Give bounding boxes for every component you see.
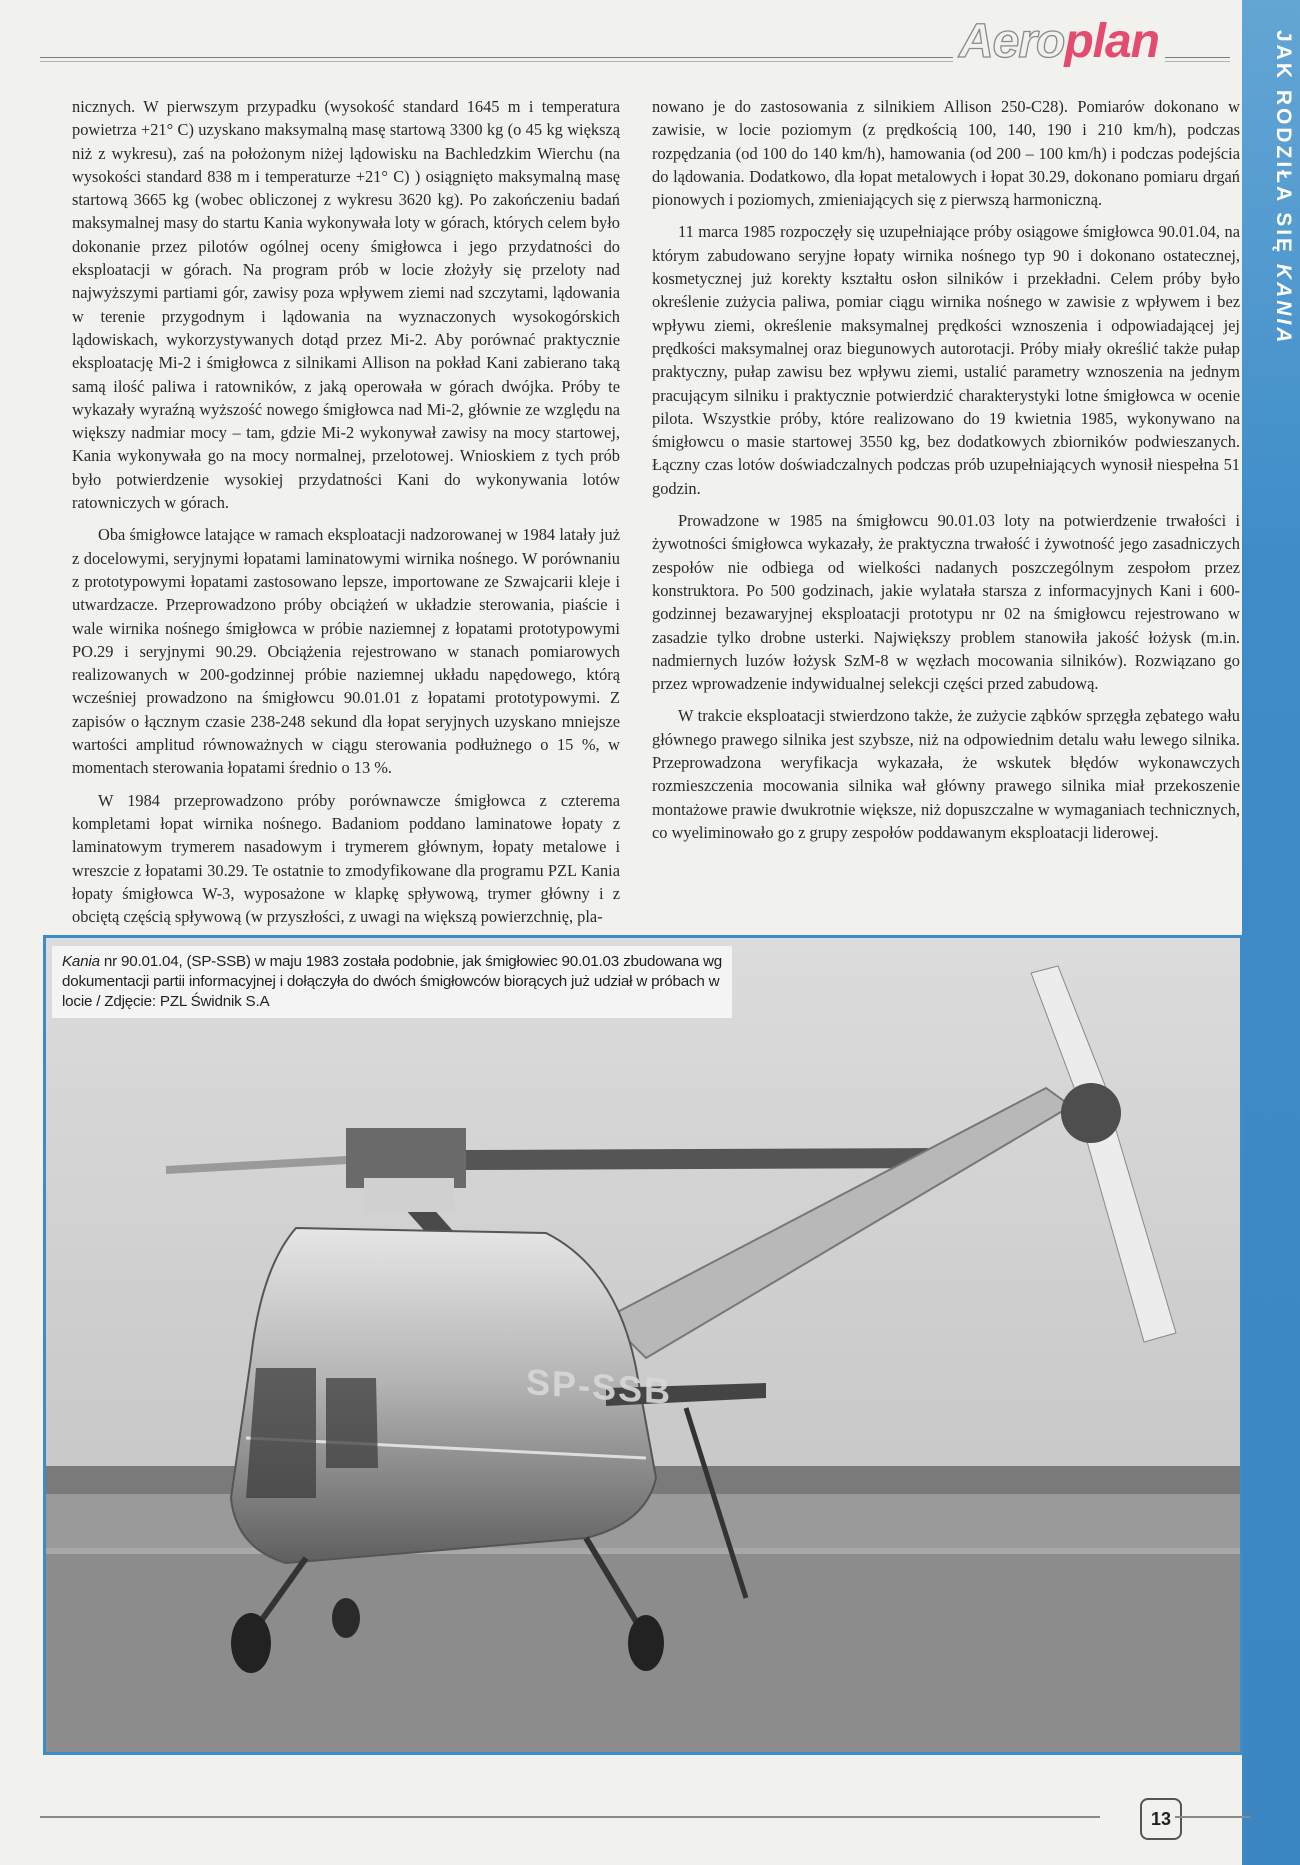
logo-part-plan: plan bbox=[1064, 15, 1159, 68]
paragraph: Prowadzone w 1985 na śmigłowcu 90.01.03 loty na potwierdzenie trwałości i żywotności śmigłowca wykazały, że praktyczna trwałość i żywotność jego zasadniczych zespołów nie odbiega od wielkości nadanych poszczególnym zespołom przez konstruktora. Po 500 godzinach, jakie wylatała starsza z informacyjnych Kani i 600-godzinnej bezawaryjnej eksploatacji prototypu nr 02 na śmigłowcu rejestrowano w zasadzie tylko drobne usterki. Największy problem stanowiła jakość łożysk (m.in. nadmiernych luzów łożysk SzM-8 w węzłach mocowania silników). Rozwiązano go przez wprowadzenie indywidualnej selekcji części przed zabudową. bbox=[652, 511, 1240, 694]
registration-marking: SP-SSB bbox=[526, 1360, 673, 1413]
article-column-left bbox=[72, 95, 620, 928]
section-title-kania: KANIA bbox=[1272, 263, 1295, 346]
footer-rule-right bbox=[1175, 1816, 1250, 1818]
helicopter-illustration bbox=[46, 938, 1240, 1752]
paragraph: nowano je do zastosowania z silnikiem Allison 250-C28). Pomiarów dokonano w zawisie, w locie poziomym (z prędkością 100, 140, 190 i 210 km/h), podczas rozpędzania (od 100 do 140 km/h), hamowania (od 200 – 100 km/h) i podczas podejścia do lądowania. Dodatkowo, dla łopat metalowych i łopat 30.29, dokonano pomiaru drgań pionowych i poziomych, zmieniających się z pierwszą harmoniczną. bbox=[652, 97, 1240, 210]
paragraph: W trakcie eksploatacji stwierdzono także, że zużycie ząbków sprzęgła zębatego wału głównego prawego silnika jest szybsze, niż na odpowiednim detalu wału lewego silnika. Przeprowadzona weryfikacja wykazała, że wskutek błędów wykonawczych rozmieszczenia mocowania silnika wał główny prawego silnika miał przekoszenie montażowe prawie dwukrotnie większe, niż dopuszczalne w wymaganiach technicznych, co wyeliminowało go z grupy zespołów poddawanym eksploatacji liderowej. bbox=[652, 706, 1240, 842]
caption-text: nr 90.01.04, (SP-SSB) w maju 1983 została podobnie, jak śmigłowiec 90.01.03 zbudowana wg dokumentacji partii informacyjnej i dołączyła do dwóch śmigłowców biorących już udział w próbach w locie / Zdjęcie: PZL Świdnik S.A bbox=[62, 953, 722, 1010]
page-footer bbox=[40, 1798, 1250, 1838]
caption-name: Kania bbox=[62, 953, 100, 970]
page-number: 13 bbox=[1140, 1798, 1182, 1840]
logo-part-aero: Aero bbox=[958, 15, 1065, 68]
section-title bbox=[1271, 30, 1295, 345]
article-column-right bbox=[652, 95, 1240, 844]
helicopter-photo bbox=[43, 935, 1243, 1755]
magazine-logo bbox=[953, 15, 1165, 68]
paragraph: Oba śmigłowce latające w ramach eksploatacji nadzorowanej w 1984 latały już z docelowymi, seryjnymi łopatami laminatowymi wirnika nośnego. W porównaniu z prototypowymi łopatami zastosowano lepsze, importowane ze Szwajcarii kleje i utwardzacze. Przeprowadzono próby obciążeń w układzie sterowania, piaście i wale wirnika nośnego śmigłowca w próbie naziemnej z łopatami prototypowymi PO.29 i seryjnymi 90.29. Obciążenia rejestrowano w stanach pomiarowych realizowanych w 200-godzinnej próbie naziemnej układu napędowego, którą wcześniej prowadzono na śmigłowcu 90.01.01 z łopatami prototypowymi. Z zapisów o łącznym czasie 238-248 sekund dla łopat seryjnych uzyskano mniejsze wartości amplitud równoważnych w ciągu sterowania podłużnego o 15 %, w momentach sterowania łopatami średnio o 13 %. bbox=[72, 525, 620, 778]
photo-caption bbox=[52, 946, 732, 1018]
paragraph: 11 marca 1985 rozpoczęły się uzupełniające próby osiągowe śmigłowca 90.01.04, na którym zabudowano seryjne łopaty wirnika nośnego typ 90 i dokonano ostatecznej, kosmetycznej już korekty kształtu osłon silników i przekładni. Celem próby było określenie zużycia paliwa, pomiar ciągu wirnika nośnego w zawisie z wpływem i bez wpływu ziemi, określenie maksymalnej prędkości wznoszenia i odpowiadającej jej prędkości maksymalnej oraz biegunowych autorotacji. Próby miały określić także pułap praktyczny, pułap zawisu bez wpływu ziemi, ustalić parametry wznoszenia na jednym pracującym silniku i praktycznie potwierdzić charakterystyki lotne śmigłowca w ocenie pilota. Wszystkie próby, które realizowano do 19 kwietnia 1985, wykonywano na śmigłowcu o masie startowej 3550 kg, bez dodatkowych zbiorników podwieszanych. Łączny czas lotów doświadczalnych podczas prób uzupełniających wynosił niespełna 51 godzin. bbox=[652, 222, 1240, 498]
section-title-main: JAK RODZIŁA SIĘ bbox=[1272, 30, 1295, 256]
paragraph: W 1984 przeprowadzono próby porównawcze śmigłowca z czterema kompletami łopat wirnika nośnego. Badaniom poddano laminatowe łopaty z laminatowym trymerem nasadowym i trymerem głównym, łopaty metalowe i wreszcie z łopatami 30.29. Te ostatnie to zmodyfikowane dla programu PZL Kania łopaty śmigłowca W-3, wyposażone w klapkę spływową, trymer główny i z obciętą częścią spływową (w przyszłości, z uwagi na większą powierzchnię, pla- bbox=[72, 790, 620, 927]
paragraph: nicznych. W pierwszym przypadku (wysokość standard 1645 m i temperatura powietrza +21° C) uzyskano maksymalną masę startową 3300 kg (o 45 kg większą niż z wykresu), zaś na położonym niżej lądowisku na Bachledzkim Wierchu (na wysokości standard 838 m i temperaturze +21° C) ) osiągnięto maksymalną masę startową 3665 kg (wobec obliczonej z wykresu 3620 kg). Po zakończeniu badań maksymalnej masy do startu Kania wykonywała loty w górach, których celem było dokonanie przez pilotów ogólnej oceny śmigłowca i jego przydatności do eksploatacji w górach. Na program prób w locie złożyły się przeloty nad najwyższymi partiami gór, zawisy poza wpływem ziemi nad szczytami, lądowania w terenie przygodnym i lądowania na wyznaczonych wysokogórskich lądowiskach, wykorzystywanych dotąd przez Mi-2. Aby porównać praktycznie eksploatację Mi-2 i śmigłowca z silnikami Allison na pokład Kani zabierano taką samą ilość paliwa i ratowników, z jaką operowała w górach dwójka. Próby te wykazały wyraźną wyższość nowego śmigłowca nad Mi-2, głównie ze względu na większy nadmiar mocy – tam, gdzie Mi-2 wykonywał zawisy na mocy startowej, Kania wykonywała go na mocy normalnej, przelotowej. Wnioskiem z tych prób było potwierdzenie wysokiej przydatności Kani do wykonywania lotów ratowniczych w górach. bbox=[72, 97, 620, 513]
footer-rule bbox=[40, 1816, 1100, 1818]
